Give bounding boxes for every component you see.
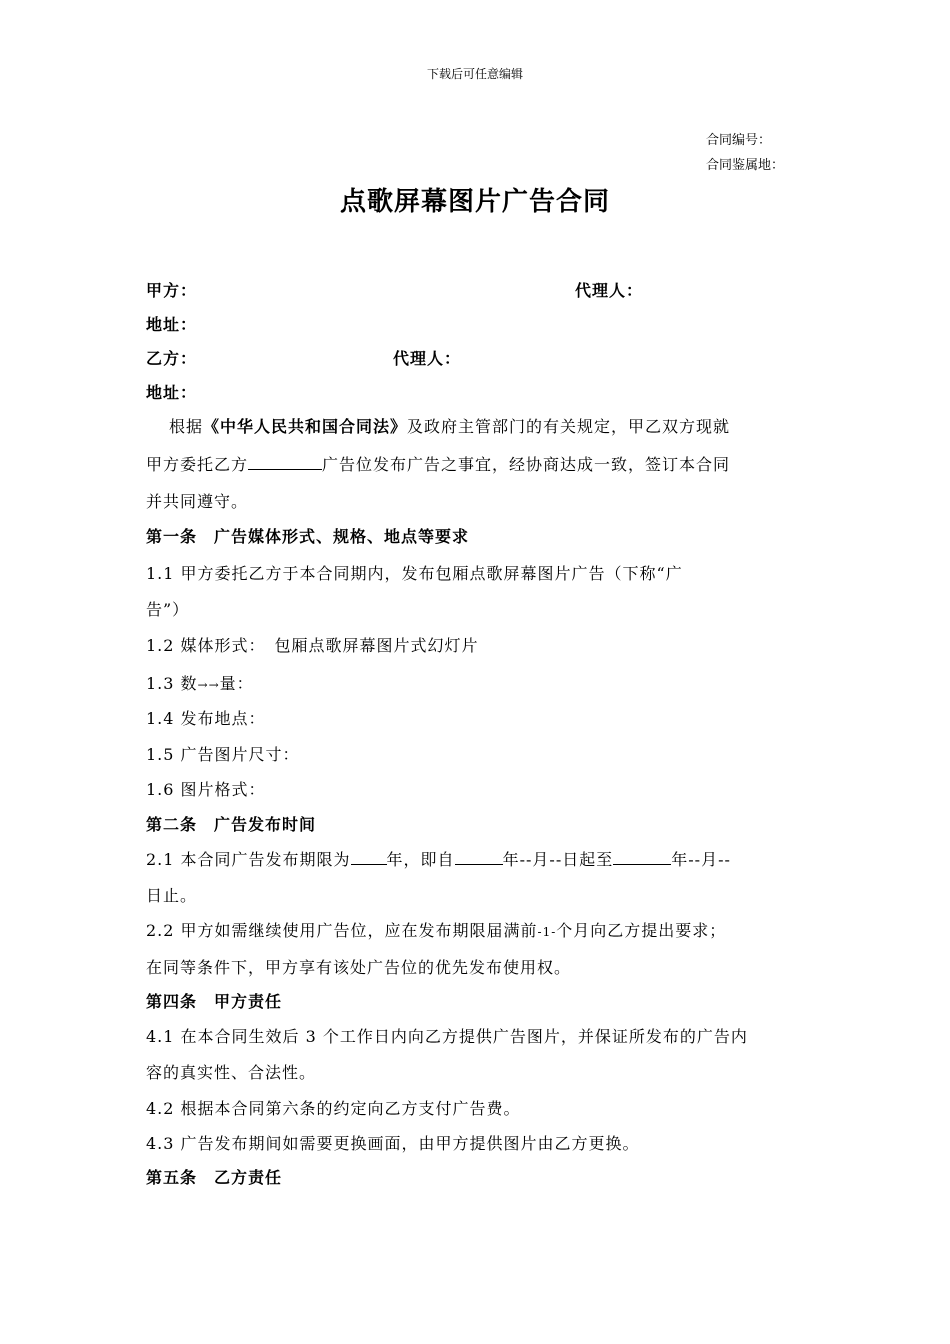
party-b-label: 乙方： [146, 349, 198, 368]
clause-1-3 [146, 671, 254, 694]
preamble-text: 及政府主管部门的有关规定，甲乙双方现就 [407, 417, 731, 436]
blank-field [248, 455, 322, 470]
party-a-label: 甲方： [146, 281, 198, 300]
clause-text: 年 [502, 850, 520, 869]
contract-number-label: 合同编号： [706, 133, 772, 148]
section-5-heading: 第五条 乙方责任 [146, 1168, 283, 1187]
clause-text: 月 [701, 850, 719, 869]
month-count: -1- [537, 925, 557, 939]
clause-text: 年，即自 [386, 850, 455, 869]
clause-2-2-line-2: 在同等条件下，甲方享有该处广告位的优先发布使用权。 [146, 958, 572, 977]
preamble-line-3: 并共同遵守。 [146, 492, 249, 511]
clause-text: 1.3 数 [146, 674, 198, 693]
clause-4-2: 4.2 根据本合同第六条的约定向乙方支付广告费。 [146, 1099, 521, 1118]
blank-dashes: -- [718, 850, 731, 869]
party-b-agent-label: 代理人： [393, 349, 462, 368]
blank-field [613, 850, 671, 865]
contract-place-label: 合同鉴属地： [706, 158, 785, 173]
blank-dashes: -- [688, 850, 702, 869]
party-b-address-label: 地址： [146, 383, 198, 402]
clause-text: 日起至 [562, 850, 614, 869]
clause-text: 量： [219, 674, 254, 693]
clause-2-2-line-1 [146, 918, 726, 941]
section-4-heading: 第四条 甲方责任 [146, 992, 283, 1011]
clause-1-1-line-2: 告”） [146, 600, 190, 619]
arrow-glyphs: →→ [197, 678, 220, 692]
clause-4-3: 4.3 广告发布期间如需要更换画面，由甲方提供图片由乙方更换。 [146, 1134, 640, 1153]
preamble-line-2 [146, 452, 730, 475]
clause-text: 2.2 甲方如需继续使用广告位，应在发布期限届满前 [146, 921, 538, 940]
blank-dashes: -- [549, 850, 563, 869]
section-1-heading: 第一条 广告媒体形式、规格、地点等要求 [146, 527, 470, 546]
clause-4-1-line-1: 4.1 在本合同生效后 3 个工作日内向乙方提供广告图片，并保证所发布的广告内 [146, 1027, 748, 1046]
blank-field [455, 850, 503, 865]
clause-1-6: 1.6 图片格式： [146, 780, 266, 799]
clause-1-1-line-1: 1.1 甲方委托乙方于本合同期内，发布包厢点歌屏幕图片广告（下称“广 [146, 564, 683, 583]
clause-1-2: 1.2 媒体形式： 包厢点歌屏幕图片式幻灯片 [146, 636, 479, 655]
law-reference: 《中华人民共和国合同法》 [203, 417, 408, 436]
preamble-text: 甲方委托乙方 [146, 455, 249, 474]
clause-text: 年 [671, 850, 689, 869]
party-a-agent-label: 代理人： [575, 281, 644, 300]
blank-field [351, 850, 387, 865]
preamble-text: 根据 [169, 417, 204, 436]
clause-2-1-line-2: 日止。 [146, 886, 198, 905]
clause-1-5: 1.5 广告图片尺寸： [146, 745, 300, 764]
preamble-text: 广告位发布广告之事宜，经协商达成一致，签订本合同 [322, 455, 731, 474]
clause-text: 2.1 本合同广告发布期限为 [146, 850, 351, 869]
clause-text: 个月向乙方提出要求； [556, 921, 727, 940]
clause-1-4: 1.4 发布地点： [146, 709, 266, 728]
preamble-line-1 [169, 414, 730, 437]
clause-text: 月 [532, 850, 550, 869]
blank-dashes: -- [519, 850, 533, 869]
document-title: 点歌屏幕图片广告合同 [339, 187, 610, 217]
party-a-address-label: 地址： [146, 315, 198, 334]
clause-4-1-line-2: 容的真实性、合法性。 [146, 1063, 317, 1082]
download-note: 下载后可任意编辑 [426, 67, 523, 81]
clause-2-1-line-1 [146, 847, 731, 870]
section-2-heading: 第二条 广告发布时间 [146, 815, 317, 834]
